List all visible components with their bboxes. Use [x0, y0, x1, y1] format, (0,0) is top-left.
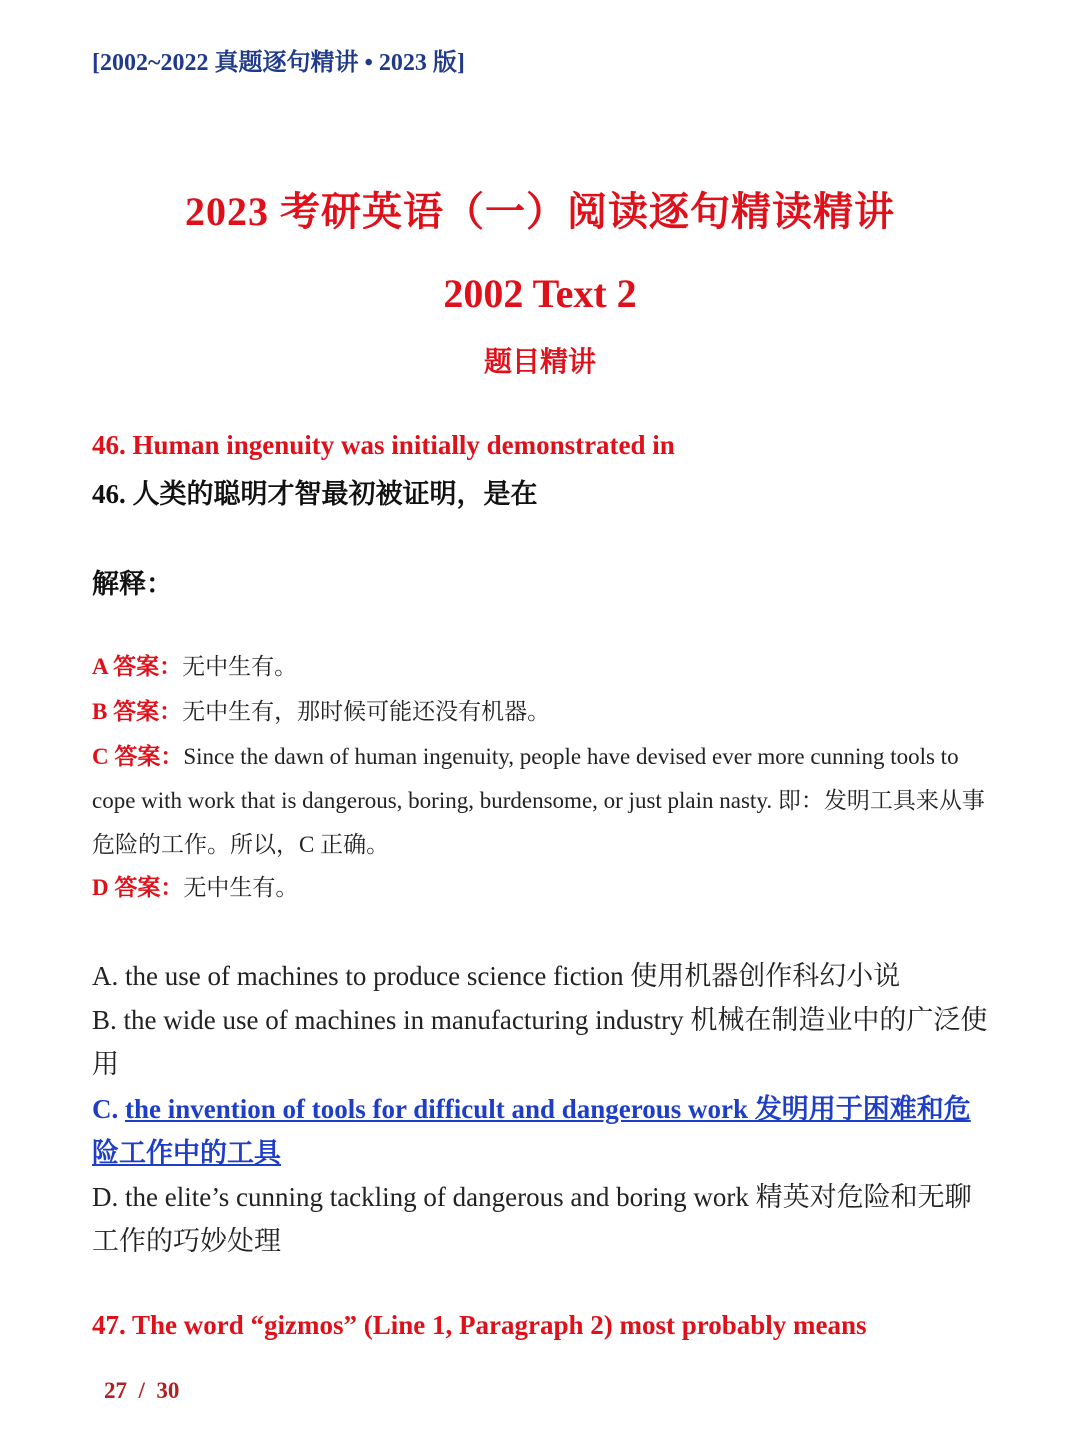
answer-c-label: C 答案： — [92, 744, 184, 769]
explanation-label: 解释： — [92, 569, 173, 599]
question-46-english: 46. Human ingenuity was initially demonstrated in — [92, 430, 675, 460]
option-b: B. the wide use of machines in manufacturing industry 机械在制造业中的广泛使用 — [92, 1005, 988, 1079]
answer-a-label: A 答案： — [92, 654, 183, 679]
section-title: 题目精讲 — [483, 347, 596, 378]
document-header: [2002~2022 真题逐句精讲 • 2023 版] — [92, 50, 465, 76]
answer-b-text: 无中生有，那时候可能还没有机器。 — [182, 699, 551, 724]
option-a: A. the use of machines to produce science fiction 使用机器创作科幻小说 — [92, 961, 901, 991]
option-c-correct — [92, 1087, 992, 1175]
answer-c-text: Since the dawn of human ingenuity, people have devised ever more cunning tools to cope with work that is dangerous, boring, burdensome, or just plain nasty. 即：发明工具来从事危险的工作。所以，C 正确。 — [92, 744, 985, 857]
page-title: 2023 考研英语（一）阅读逐句精读精讲 — [185, 189, 895, 234]
answer-d-label: D 答案： — [92, 875, 184, 900]
page-subtitle: 2002 Text 2 — [443, 271, 637, 316]
answer-a-explanation — [92, 645, 992, 689]
page-number: 27 / 30 — [104, 1378, 180, 1403]
answer-d-explanation — [92, 866, 992, 910]
answer-a-text: 无中生有。 — [182, 654, 298, 679]
question-46-chinese: 46. 人类的聪明才智最初被证明，是在 — [92, 479, 538, 509]
answer-d-text: 无中生有。 — [183, 875, 299, 900]
option-c-prefix: C. — [92, 1094, 125, 1124]
answer-c-explanation — [92, 735, 992, 867]
answer-b-label: B 答案： — [92, 699, 183, 724]
option-c-text: the invention of tools for difficult and dangerous work 发明用于困难和危险工作中的工具 — [92, 1094, 971, 1168]
question-47-english: 47. The word “gizmos” (Line 1, Paragraph 2) most probably means — [92, 1310, 867, 1340]
answer-b-explanation — [92, 690, 992, 734]
option-d: D. the elite’s cunning tackling of dangerous and boring work 精英对危险和无聊工作的巧妙处理 — [92, 1182, 972, 1256]
